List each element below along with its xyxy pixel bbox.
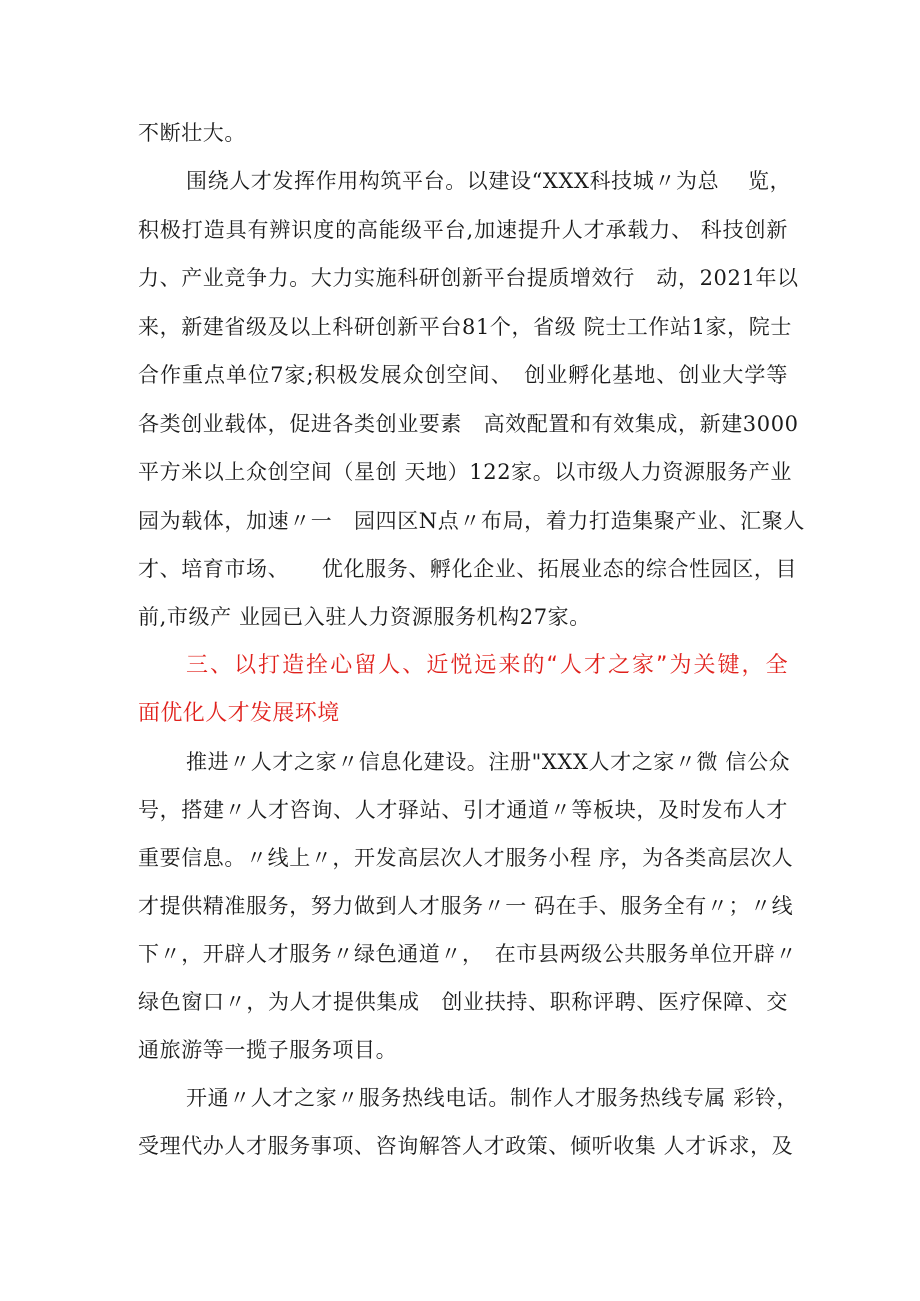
paragraph-line: 下〃，开辟人才服务〃绿色通道〃， 在市县两级公共服务单位开辟〃: [138, 942, 798, 966]
paragraph-line: 平方米以上众创空间（星创 天地）122家。以市级人力资源服务产业: [138, 460, 792, 484]
paragraph-line: 来，新建省级及以上科研创新平台81个，省级 院士工作站1家，院士: [138, 315, 792, 339]
paragraph-line: 重要信息。〃线上〃，开发高层次人才服务小程 序，为各类高层次人: [138, 846, 794, 870]
paragraph-line: 合作重点单位7家;积极发展众创空间、 创业孵化基地、创业大学等: [138, 363, 788, 387]
paragraph-line: 推进〃人才之家〃信息化建设。注册"XXX人才之家〃微 信公众: [186, 750, 791, 774]
paragraph-line: 通旅游等一揽子服务项目。: [138, 1038, 398, 1062]
paragraph-line: 力、产业竞争力。大力实施科研创新平台提质增效行 动，2021年以: [138, 266, 799, 290]
paragraph-line: 不断壮大。: [138, 121, 246, 145]
paragraph-line: 号，搭建〃人才咨询、人才驿站、引才通道〃等板块，及时发布人才: [138, 798, 788, 822]
paragraph-line: 才、培育市场、 优化服务、孵化企业、拓展业态的综合性园区，目: [138, 557, 798, 581]
paragraph-line: 受理代办人才服务事项、咨询解答人才政策、倾听收集 人才诉求，及: [138, 1134, 794, 1158]
paragraph-line: 各类创业载体，促进各类创业要素 高效配置和有效集成，新建3000: [138, 412, 799, 436]
section-heading: 三、以打造拴心留人、近悦远来的“人才之家”为关键，全: [186, 653, 788, 678]
paragraph-line: 绿色窗口〃，为人才提供集成 创业扶持、职称评聘、医疗保障、交: [138, 990, 788, 1014]
section-heading: 面优化人才发展环境: [138, 701, 340, 726]
paragraph-line: 才提供精准服务，努力做到人才服务〃一 码在手、服务全有〃；〃线: [138, 894, 794, 918]
paragraph-line: 围绕人才发挥作用构筑平台。以建设“XXX科技城〃为总 览，: [186, 169, 792, 193]
paragraph-line: 前,市级产 业园已入驻人力资源服务机构27家。: [138, 605, 591, 629]
paragraph-line: 园为载体，加速〃一 园四区N点〃布局，着力打造集聚产业、汇聚人: [138, 509, 805, 533]
paragraph-line: 积极打造具有辨识度的高能级平台,加速提升人才承载力、 科技创新: [138, 218, 788, 242]
paragraph-line: 开通〃人才之家〃服务热线电话。制作人才服务热线专属 彩铃，: [186, 1086, 799, 1110]
